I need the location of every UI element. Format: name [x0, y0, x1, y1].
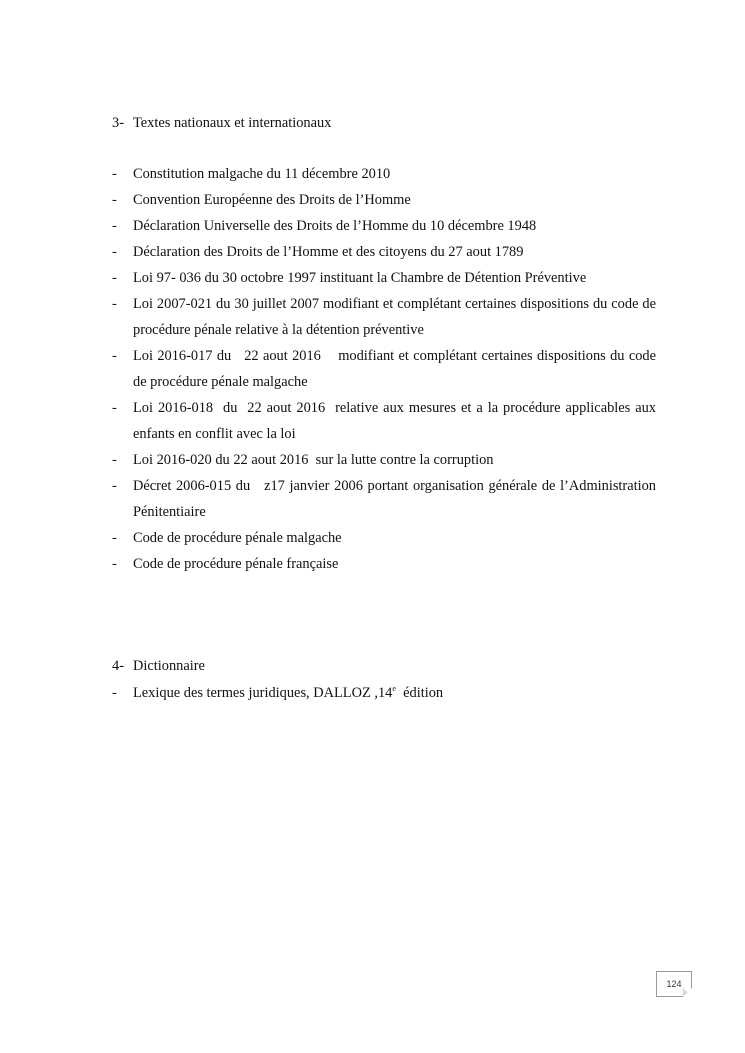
bullet-dash: - — [112, 556, 117, 572]
bullet-dash: - — [112, 218, 117, 234]
list-item-text: Loi 2016-017 du 22 aout 2016 modifiant et complétant certaines dispositions du code de procédure pénale malgache — [133, 348, 660, 390]
list-item — [112, 343, 660, 395]
edition-superscript: e — [392, 684, 396, 694]
list-item — [112, 265, 656, 291]
list-item-text: Convention Européenne des Droits de l’Homme — [133, 192, 411, 208]
list-item-text: Décret 2006-015 du z17 janvier 2006 portant organisation générale de l’Administration Pénitentiaire — [133, 478, 660, 520]
list-item — [112, 680, 656, 706]
page-number: 124 — [666, 979, 682, 989]
bullet-dash: - — [112, 166, 117, 182]
section-title: Dictionnaire — [133, 658, 205, 674]
bullet-dash: - — [112, 478, 117, 494]
bullet-dash: - — [112, 685, 117, 701]
list-item — [112, 525, 656, 551]
edition-word: édition — [395, 685, 444, 701]
list-item — [112, 447, 656, 473]
list-item-text: Loi 2007-021 du 30 juillet 2007 modifiant et complétant certaines dispositions du code de procédure pénale relative à la détention préventive — [133, 296, 660, 338]
bullet-dash: - — [112, 244, 117, 260]
section-number: 3- — [112, 115, 124, 131]
list-item — [112, 187, 656, 213]
list-item-text: Loi 2016-020 du 22 aout 2016 sur la lutte contre la corruption — [133, 452, 494, 468]
list-item-text: Déclaration des Droits de l’Homme et des citoyens du 27 aout 1789 — [133, 244, 524, 260]
bullet-dash: - — [112, 348, 117, 364]
list-item-text — [133, 680, 656, 706]
section-heading-3 — [112, 113, 331, 133]
list-item — [112, 551, 656, 577]
list-item — [112, 213, 656, 239]
reference-text: Lexique des termes juridiques, DALLOZ ,14 — [133, 685, 393, 701]
section-heading-4 — [112, 656, 205, 676]
list-item — [112, 473, 660, 525]
list-item-text: Loi 2016-018 du 22 aout 2016 relative aux mesures et a la procédure applicables aux enfants en conflit avec la loi — [133, 400, 660, 442]
list-item-text: Loi 97- 036 du 30 octobre 1997 instituant la Chambre de Détention Préventive — [133, 270, 587, 286]
page-curl-cut — [683, 988, 692, 997]
bullet-dash: - — [112, 530, 117, 546]
bullet-dash: - — [112, 452, 117, 468]
bullet-dash: - — [112, 192, 117, 208]
list-item — [112, 395, 660, 447]
page-number-box — [656, 971, 692, 997]
section-title: Textes nationaux et internationaux — [133, 115, 332, 131]
list-item-text: Code de procédure pénale malgache — [133, 530, 342, 546]
list-item — [112, 239, 656, 265]
bullet-dash: - — [112, 400, 117, 416]
bullet-dash: - — [112, 270, 117, 286]
list-item — [112, 161, 656, 187]
list-item-text: Constitution malgache du 11 décembre 2010 — [133, 166, 391, 182]
bullet-dash: - — [112, 296, 117, 312]
list-item-text: Déclaration Universelle des Droits de l’Homme du 10 décembre 1948 — [133, 218, 537, 234]
section-number: 4- — [112, 658, 124, 674]
list-item-text: Code de procédure pénale française — [133, 556, 339, 572]
list-item — [112, 291, 660, 343]
